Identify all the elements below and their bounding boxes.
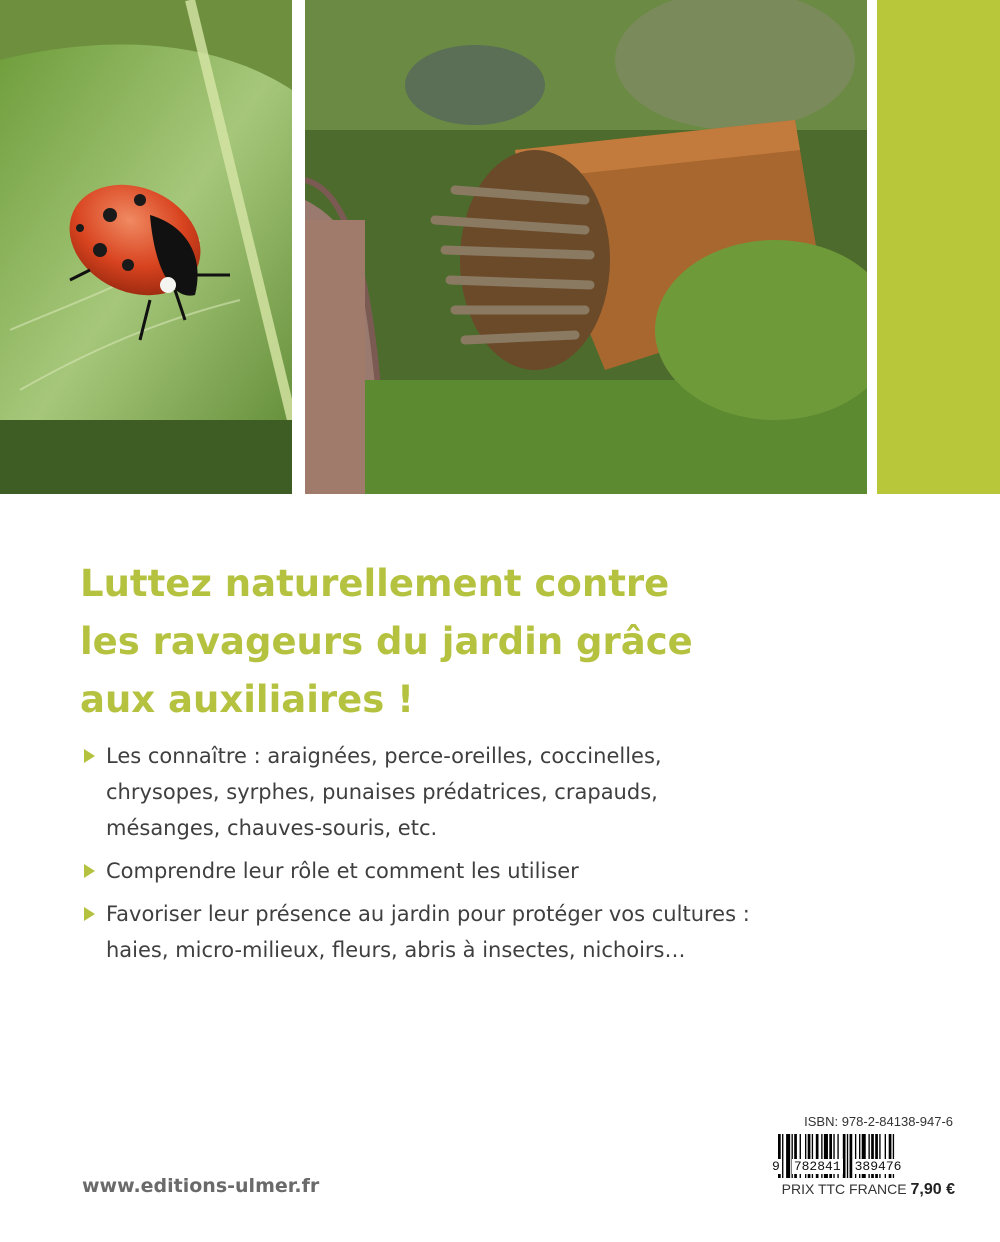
price-label: PRIX TTC FRANCE (781, 1181, 907, 1197)
barcode-digits (770, 1159, 955, 1174)
bullet-list (82, 738, 942, 975)
price-value: 7,90 € (910, 1181, 955, 1198)
bullet-line: haies, micro-milieux, fleurs, abris à insectes, nichoirs… (106, 938, 686, 962)
headline-line: Luttez naturellement contre (80, 562, 670, 605)
bullet-line: mésanges, chauves-souris, etc. (106, 816, 438, 840)
triangle-bullet-icon (84, 907, 95, 921)
barcode-digit-first: 9 (772, 1159, 780, 1174)
isbn-label: ISBN: 978-2-84138-947-6 (804, 1114, 953, 1129)
bullet-item (82, 896, 942, 968)
green-strip (877, 0, 1000, 494)
bullet-line: Favoriser leur présence au jardin pour protéger vos cultures : (106, 902, 750, 926)
bullet-line: Comprendre leur rôle et comment les utiliser (106, 859, 579, 883)
bullet-item (82, 853, 942, 889)
publisher-website: www.editions-ulmer.fr (82, 1175, 320, 1197)
barcode-digit-group: 782841 (793, 1159, 841, 1174)
insect-hotel-photo (305, 0, 867, 494)
headline-line: les ravageurs du jardin grâce (80, 620, 693, 663)
photo-band (0, 0, 1000, 494)
bullet-item (82, 738, 942, 846)
price (775, 1181, 955, 1199)
bullet-line: Les connaître : araignées, perce-oreilles, coccinelles, (106, 744, 662, 768)
headline-line: aux auxiliaires ! (80, 678, 415, 721)
barcode-digit-group: 389476 (854, 1159, 902, 1174)
bullet-line: chrysopes, syrphes, punaises prédatrices, crapauds, (106, 780, 658, 804)
triangle-bullet-icon (84, 749, 95, 763)
triangle-bullet-icon (84, 864, 95, 878)
ladybird-photo (0, 0, 292, 494)
headline (80, 555, 840, 729)
